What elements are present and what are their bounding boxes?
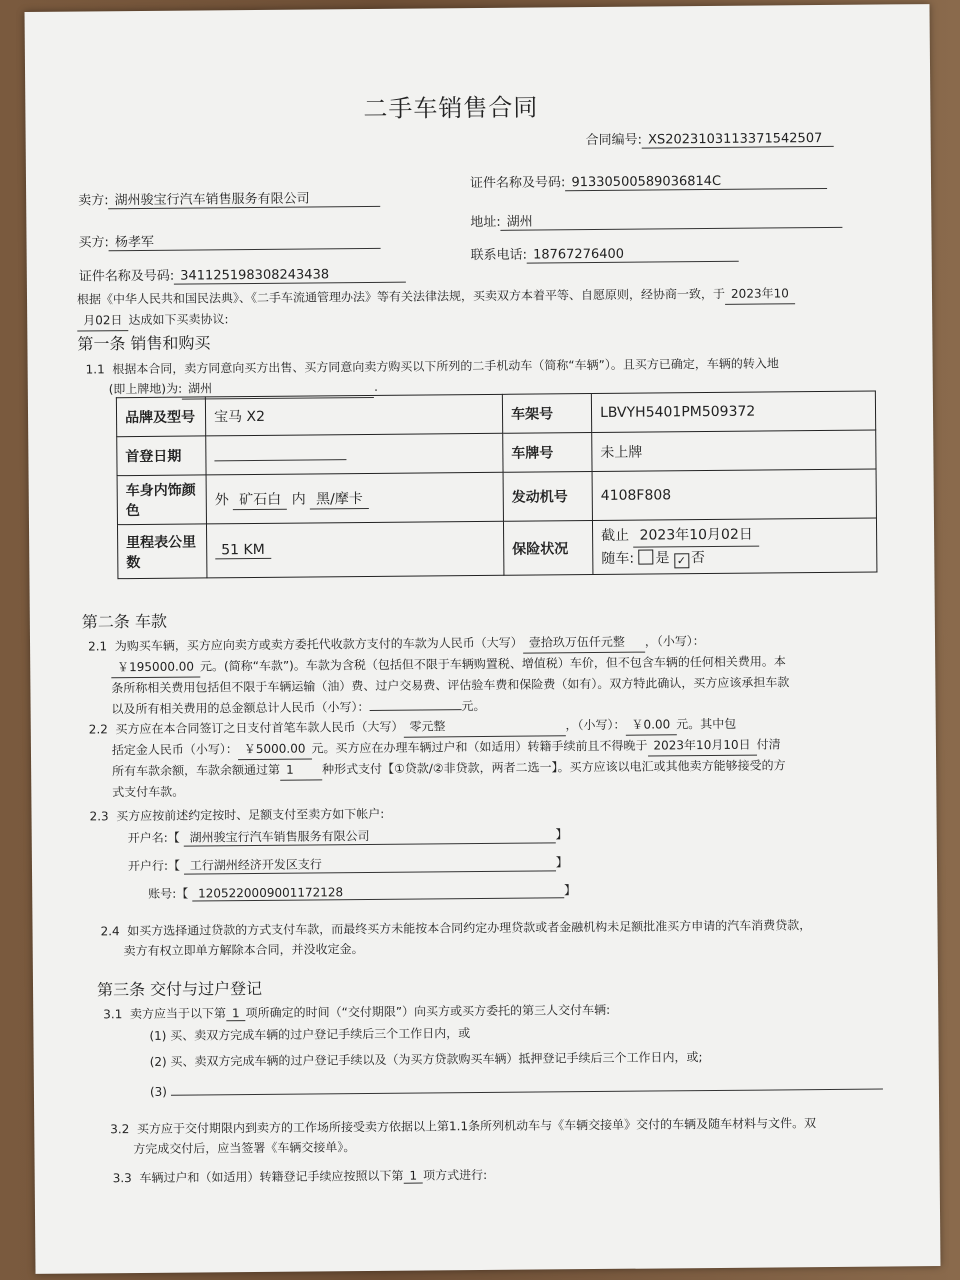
exterior-color: 矿石白 xyxy=(233,488,287,509)
buyer-row xyxy=(78,229,381,252)
down-payment-in-words: 零元整 xyxy=(403,715,565,737)
clause-text: 括定金人民币（小写）： xyxy=(111,742,238,758)
clause-3-2 xyxy=(110,1112,900,1159)
clause-number: 2.1 xyxy=(87,639,108,654)
clause-number: 2.4 xyxy=(100,924,120,939)
delivery-option-1: (1) 买、卖双方完成车辆的过户登记手续后三个工作日内，或 xyxy=(149,1026,471,1043)
account-number: 1205220009001172128 xyxy=(192,883,564,901)
section-2-title: 第二条 车款 xyxy=(81,611,168,632)
buyer-id-label: 证件名称及号码: xyxy=(78,268,175,285)
clause-2-2 xyxy=(89,712,890,802)
clause-2-4 xyxy=(100,914,890,961)
delivery-option-2: (2) 买、卖双方完成车辆的过户登记手续以及（为买方贷款购买车辆）抵押登记手续后三个工作日内，或; xyxy=(149,1050,703,1069)
clause-text: ，（小写）： xyxy=(565,717,626,733)
clause-text: 根据本合同，卖方同意向买方出售、买方同意向卖方购买以下所列的二手机动车（简称“车辆”）。且买方已确定，车辆的转入地 xyxy=(112,356,779,377)
first-registration-value xyxy=(206,433,503,475)
clause-text: 元。 xyxy=(461,698,486,714)
buyer-label: 买方: xyxy=(78,235,109,251)
clause-text: 买方应于交付期限内到卖方的工作场所接受卖方依据以上第1.1条所列机动车与《车辆交接单》交付的车辆及随车材料与文件。双 xyxy=(136,1116,817,1137)
seller-id-row xyxy=(470,169,828,192)
table-row xyxy=(117,430,876,476)
clause-text: 项方式进行: xyxy=(423,1167,488,1183)
no-label: 否 xyxy=(690,550,705,567)
clause-text: 式支付车款。 xyxy=(112,784,185,800)
clause-text: 为购买车辆，买方应向卖方或卖方委托代收款方支付的车款为人民币（大写） xyxy=(114,635,523,654)
clause-text: 项所确定的时间（“交付期限”）向买方或买方委托的第三人交付车辆: xyxy=(245,1002,611,1021)
clause-text: 元。买方应在办理车辆过户和（如适用）转籍手续前且不得晚于 xyxy=(311,738,648,756)
contract-number-value: XS2023103113371542507 xyxy=(642,131,834,149)
buyer-id-value: 341125198308243438 xyxy=(174,267,406,285)
intro-text-1: 根据《中华人民共和国民法典》、《二手车流通管理办法》等有关法律法规，买卖双方本着平等、自愿原则，经协商一致，于 xyxy=(76,286,726,307)
down-payment-amount: ￥0.00 xyxy=(625,714,676,735)
registration-place: 湖州 xyxy=(182,377,374,400)
clause-number: 3.3 xyxy=(112,1171,132,1186)
agreement-date-part1: 2023年10 xyxy=(725,283,795,305)
document-title: 二手车销售合同 xyxy=(363,93,539,124)
buyer-name: 杨孝军 xyxy=(109,229,381,251)
delivery-option-3 xyxy=(150,1075,883,1099)
first-registration-blank xyxy=(214,445,346,461)
buyer-phone-value: 18767276400 xyxy=(527,246,739,264)
bank-label: 开户行: xyxy=(127,858,169,874)
payment-method: 1 xyxy=(280,759,322,780)
brand-value: 宝马 X2 xyxy=(205,394,502,436)
clause-text: 方完成交付后，应当签署《车辆交接单》。 xyxy=(133,1140,356,1157)
checkbox-yes[interactable] xyxy=(638,550,653,565)
clause-text: 元。其中包 xyxy=(676,716,737,732)
insurance-with-car-label: 随车: xyxy=(601,550,635,567)
vin-value: LBVYH5401PM509372 xyxy=(591,391,875,432)
clause-number: 3.1 xyxy=(103,1007,123,1022)
exterior-label: 外 xyxy=(214,491,229,508)
mileage-header: 里程表公里数 xyxy=(117,524,206,579)
vin-header: 车架号 xyxy=(502,394,591,434)
balance-due-date: 2023年10月10日 xyxy=(647,735,756,757)
vehicle-info-table xyxy=(116,391,878,580)
insurance-value xyxy=(592,518,876,574)
clause-number: 2.3 xyxy=(89,809,109,824)
clause-3-3 xyxy=(113,1166,488,1186)
engine-header: 发动机号 xyxy=(503,472,592,522)
interior-color: 黑/摩卡 xyxy=(310,487,369,509)
yes-label: 是 xyxy=(655,550,670,567)
checkbox-no-checked[interactable]: ✓ xyxy=(674,553,689,568)
seller-id-value: 91330500589036814C xyxy=(565,173,827,191)
account-name-label: 开户名: xyxy=(127,830,168,846)
intro-text-2: 达成如下买卖协议: xyxy=(128,312,229,328)
clause-text: 条所称相关费用包括但不限于车辆运输（油）费、过户交易费、评估验车费和保险费（如有）。双方特此确认，买方应该承担车款 xyxy=(111,675,790,696)
account-number-row: 账号:【 1205220009001172128 】 xyxy=(148,883,577,901)
buyer-phone-label: 联系电话: xyxy=(470,247,528,264)
seller-row xyxy=(78,187,381,210)
account-name-row: 开户名:【 湖州骏宝行汽车销售服务有限公司 】 xyxy=(127,827,568,846)
buyer-id-row xyxy=(79,263,407,286)
contract-number-label: 合同编号: xyxy=(585,132,643,149)
mileage-value xyxy=(206,521,503,578)
price-amount: ￥195000.00 xyxy=(111,656,200,678)
total-amount-blank xyxy=(369,695,461,711)
clause-text: 所有车款余额，车款余额通过第 xyxy=(111,762,281,779)
contract-page xyxy=(25,4,941,1274)
clause-1-1: 1.1 根据本合同，卖方同意向买方出售、买方同意向卖方购买以下所列的二手机动车（简称“车辆”）。且买方已确定，车辆的转入地 (即上牌地)为: 湖州 . xyxy=(86,352,886,400)
plate-header: 车牌号 xyxy=(503,433,592,473)
clause-text: ，（小写）： xyxy=(644,634,705,649)
intro-paragraph xyxy=(77,282,897,331)
clause-text: 付清 xyxy=(756,737,781,752)
bank-row: 开户行:【 工行湖州经济开发区支行 】 xyxy=(127,855,568,874)
clause-text: 卖方有权立即单方解除本合同，并没收定金。 xyxy=(123,942,364,959)
insurance-header: 保险状况 xyxy=(503,521,592,576)
seller-id-label: 证件名称及号码: xyxy=(469,175,566,192)
contract-number-row xyxy=(586,127,835,149)
clause-2-3 xyxy=(89,805,384,825)
clause-text: 车辆过户和（如适用）转籍登记手续应按照以下第 xyxy=(139,1168,404,1186)
table-row xyxy=(116,391,875,437)
clause-number: 3.2 xyxy=(110,1122,130,1137)
clause-2-1 xyxy=(88,629,889,719)
clause-number: 2.2 xyxy=(88,722,108,737)
section-1-title: 第一条 销售和购买 xyxy=(77,333,211,354)
deposit-amount: ￥5000.00 xyxy=(238,738,312,760)
clause-text: 买方应按前述约定按时、足额支付至卖方如下帐户: xyxy=(116,806,385,824)
table-row xyxy=(117,518,876,579)
first-registration-header: 首登日期 xyxy=(117,436,206,476)
clause-text: 以及所有相关费用的总金额总计人民币（小写）： xyxy=(111,699,370,717)
account-name: 湖州骏宝行汽车销售服务有限公司 xyxy=(184,825,556,846)
mileage: 51 KM xyxy=(215,542,271,559)
clause-text: 元。(简称“车款”)。车款为含税（包括但不限于车辆购置税、增值税）车价，但不包含车辆的任何相关费用。本 xyxy=(199,654,786,674)
interior-label: 内 xyxy=(291,491,306,508)
buyer-address-label: 地址: xyxy=(470,214,501,231)
clause-text: 种形式支付【①贷款/②非贷款，两者二选一】。买方应该以电汇或其他卖方能够接受的方 xyxy=(321,758,786,777)
transfer-option: 1 xyxy=(403,1169,423,1184)
color-header: 车身内饰颜色 xyxy=(117,475,206,525)
price-in-words: 壹拾玖万伍仟元整 xyxy=(523,632,645,654)
insurance-until-date: 2023年10月02日 xyxy=(633,524,758,548)
brand-header: 品牌及型号 xyxy=(116,397,205,437)
agreement-date-part2: 月02日 xyxy=(77,310,128,331)
engine-value: 4108F808 xyxy=(592,469,876,520)
buyer-address-value: 湖州 xyxy=(501,208,843,231)
seller-name: 湖州骏宝行汽车销售服务有限公司 xyxy=(108,187,380,209)
option-3-blank xyxy=(171,1075,883,1096)
bank-name: 工行湖州经济开发区支行 xyxy=(184,853,556,874)
section-3-title: 第三条 交付与过户登记 xyxy=(96,978,263,1000)
clause-number: 1.1 xyxy=(85,362,105,377)
buyer-address-row xyxy=(470,208,843,231)
insurance-until-label: 截止 xyxy=(601,527,630,544)
clause-text: 如买方选择通过贷款的方式支付车款，而最终买方未能按本合同约定办理贷款或者金融机构未足额批准买方申请的汽车消费贷款， xyxy=(127,918,812,939)
color-value xyxy=(206,472,503,524)
table-row xyxy=(117,469,876,525)
buyer-phone-row xyxy=(471,242,740,264)
seller-label: 卖方: xyxy=(78,193,109,209)
clause-3-1 xyxy=(103,1001,610,1022)
clause-text: 卖方应当于以下第 xyxy=(129,1006,227,1022)
option-3-label: (3) xyxy=(149,1084,168,1099)
delivery-option: 1 xyxy=(226,1006,246,1021)
account-number-label: 账号: xyxy=(148,886,177,901)
plate-value: 未上牌 xyxy=(592,430,876,471)
clause-text: 买方应在本合同签订之日支付首笔车款人民币（大写） xyxy=(115,719,404,737)
clause-text: (即上牌地)为: xyxy=(108,381,183,397)
